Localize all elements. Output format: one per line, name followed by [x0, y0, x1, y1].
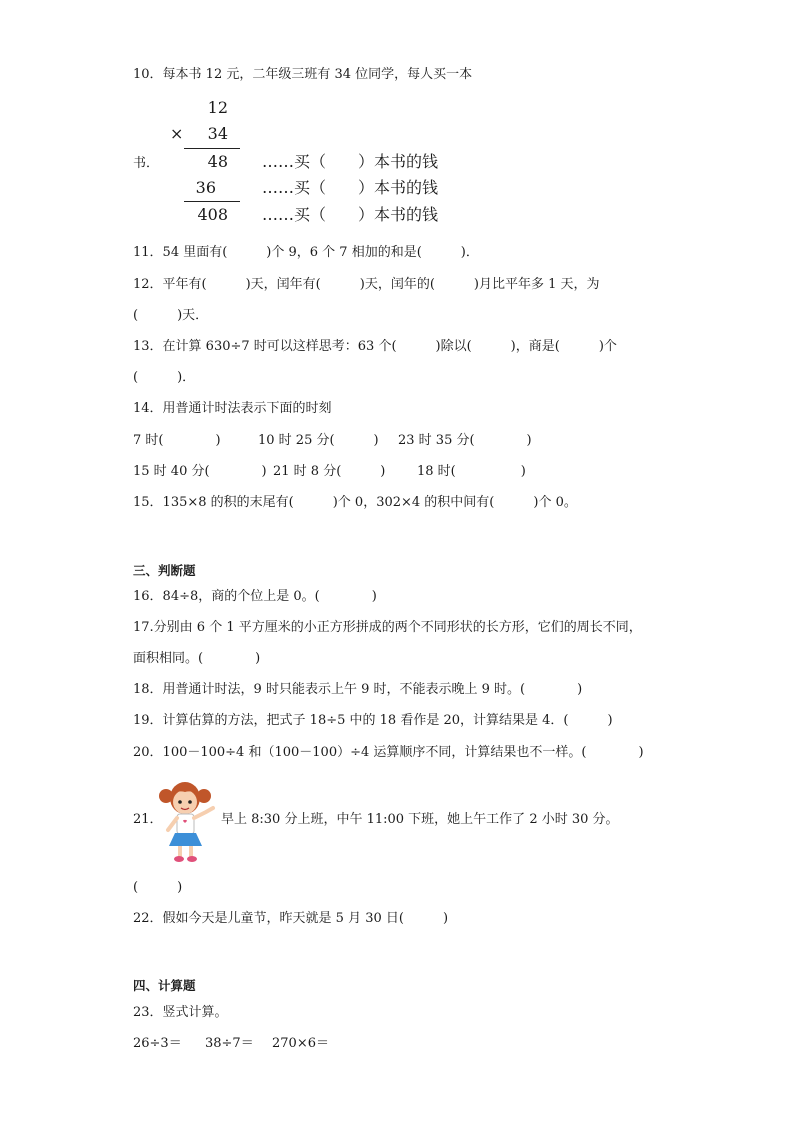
calc-expr-2: 38÷7＝	[205, 1036, 254, 1051]
vertical-partial-1: 48	[207, 152, 228, 171]
calc-expr-3: 270×6＝	[272, 1036, 329, 1051]
times-sign: ×	[170, 124, 184, 143]
q17-line1: 17.分别由 6 个 1 平方厘米的小正方形拼成的两个不同形状的长方形，它们的周长不同，	[133, 620, 642, 635]
vertical-note-1: ……买（ ）本书的钱	[262, 152, 439, 171]
q10-text: 10．每本书 12 元，二年级三班有 34 位同学，每人买一本	[133, 67, 473, 82]
vertical-rule-1	[184, 148, 240, 149]
q14-item-7h: 7 时( )	[133, 433, 221, 448]
vertical-rule-2	[184, 201, 240, 202]
section4-heading: 四、计算题	[133, 978, 196, 993]
vertical-note-2: ……买（ ）本书的钱	[262, 178, 439, 197]
vertical-result: 408	[197, 205, 228, 224]
vertical-partial-2: 36	[195, 178, 216, 197]
q16: 16．84÷8，商的个位上是 0。( )	[133, 589, 377, 604]
q12-line1: 12．平年有( )天，闰年有( )天，闰年的( )月比平年多 1 天，为	[133, 277, 600, 292]
q15: 15．135×8 的积的末尾有( )个 0，302×4 的积中间有( )个 0。	[133, 495, 577, 510]
q14: 14．用普通计时法表示下面的时刻	[133, 401, 332, 416]
q12-line2: ( )天．	[133, 308, 209, 323]
vertical-note-3: ……买（ ）本书的钱	[262, 205, 439, 224]
q21-text: 早上 8:30 分上班，中午 11:00 下班，她上午工作了 2 小时 30 分。	[221, 812, 619, 827]
q17-line2: 面积相同。( )	[133, 651, 261, 666]
vertical-top-number: 12	[207, 98, 228, 117]
q14-item-23h35: 23 时 35 分( )	[398, 433, 532, 448]
calc-expr-1: 26÷3＝	[133, 1036, 182, 1051]
q13-line2: ( )．	[133, 370, 196, 385]
vertical-multiplier: 34	[207, 124, 228, 143]
q11: 11．54 里面有( )个 9，6 个 7 相加的和是( )．	[133, 245, 479, 260]
q21-answer-paren: ( )	[133, 880, 183, 895]
q19: 19．计算估算的方法，把式子 18÷5 中的 18 看作是 20，计算结果是 4．( )	[133, 713, 613, 728]
girl-illustration	[158, 778, 220, 864]
q14-item-10h25: 10 时 25 分( )	[258, 433, 379, 448]
q10-suffix: 书．	[133, 156, 160, 171]
q18: 18．用普通计时法，9 时只能表示上午 9 时，不能表示晚上 9 时。( )	[133, 682, 583, 697]
q22: 22．假如今天是儿童节，昨天就是 5 月 30 日( )	[133, 911, 449, 926]
q21-number: 21．	[133, 812, 163, 827]
q23: 23．竖式计算。	[133, 1005, 228, 1020]
section3-heading: 三、判断题	[133, 563, 196, 578]
q20: 20．100－100÷4 和（100－100）÷4 运算顺序不同，计算结果也不一样。( )	[133, 745, 644, 760]
q13-line1: 13．在计算 630÷7 时可以这样思考：63 个( )除以( )，商是( )个	[133, 339, 617, 354]
q14-item-18h: 18 时( )	[417, 464, 526, 479]
q14-item-21h8: 21 时 8 分( )	[273, 464, 386, 479]
q14-item-15h40: 15 时 40 分( )	[133, 464, 267, 479]
